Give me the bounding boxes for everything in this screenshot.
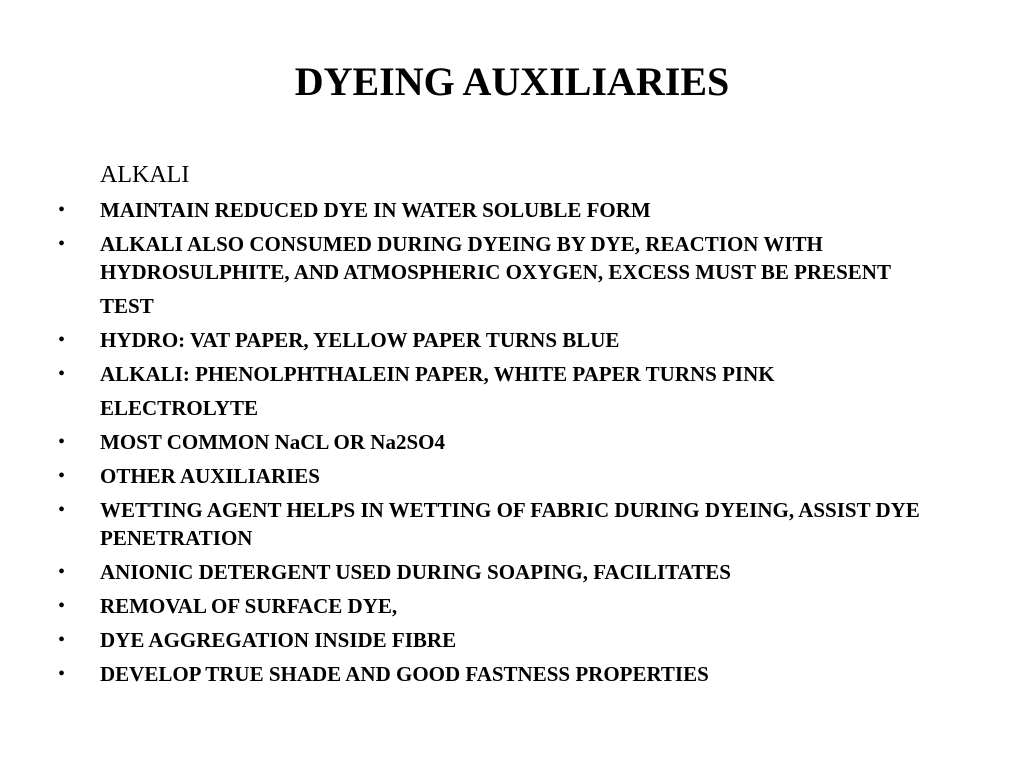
subsection-label	[52, 292, 972, 320]
row-text: REMOVAL OF SURFACE DYE,	[100, 594, 398, 618]
row-text: WETTING AGENT HELPS IN WETTING OF FABRIC DURING DYEING, ASSIST DYE PENETRATION	[100, 498, 920, 550]
bullet-item	[52, 196, 972, 224]
subsection-label	[52, 394, 972, 422]
row-text: DEVELOP TRUE SHADE AND GOOD FASTNESS PROPERTIES	[100, 662, 709, 686]
bullet-dot: •	[58, 329, 66, 351]
bullet-item	[52, 660, 972, 688]
bullet-dot: •	[58, 663, 66, 685]
row-text: HYDRO: VAT PAPER, YELLOW PAPER TURNS BLUE	[100, 328, 620, 352]
bullet-item	[52, 626, 972, 654]
bullet-dot: •	[58, 199, 66, 221]
slide-title: DYEING AUXILIARIES	[294, 59, 730, 104]
section-heading	[52, 160, 972, 190]
bullet-item	[52, 592, 972, 620]
bullet-dot: •	[58, 629, 66, 651]
bullet-item	[52, 360, 972, 388]
bullet-dot: •	[58, 431, 66, 453]
bullet-item	[52, 462, 972, 490]
bullet-item	[52, 428, 972, 456]
row-text: ELECTROLYTE	[100, 396, 258, 420]
bullet-item	[52, 558, 972, 586]
row-text: ALKALI: PHENOLPHTHALEIN PAPER, WHITE PAPER TURNS PINK	[100, 362, 775, 386]
row-text: ALKALI ALSO CONSUMED DURING DYEING BY DYE, REACTION WITH HYDROSULPHITE, AND ATMOSPHERIC OXYGEN, EXCESS MUST BE PRESENT	[100, 232, 891, 284]
bullet-item	[52, 496, 972, 552]
bullet-dot: •	[58, 363, 66, 385]
bullet-dot: •	[58, 233, 66, 255]
row-text: ALKALI	[100, 162, 190, 188]
bullet-dot: •	[58, 499, 66, 521]
row-text: ANIONIC DETERGENT USED DURING SOAPING, FACILITATES	[100, 560, 731, 584]
bullet-dot: •	[58, 595, 66, 617]
row-text: OTHER AUXILIARIES	[100, 464, 320, 488]
bullet-dot: •	[58, 561, 66, 583]
row-text: DYE AGGREGATION INSIDE FIBRE	[100, 628, 457, 652]
bullet-item	[52, 230, 972, 286]
bullet-item	[52, 326, 972, 354]
row-text: MAINTAIN REDUCED DYE IN WATER SOLUBLE FORM	[100, 198, 651, 222]
row-text: TEST	[100, 294, 154, 318]
slide-body-list	[52, 160, 972, 694]
row-text: MOST COMMON NaCL OR Na2SO4	[100, 430, 445, 454]
bullet-dot: •	[58, 465, 66, 487]
